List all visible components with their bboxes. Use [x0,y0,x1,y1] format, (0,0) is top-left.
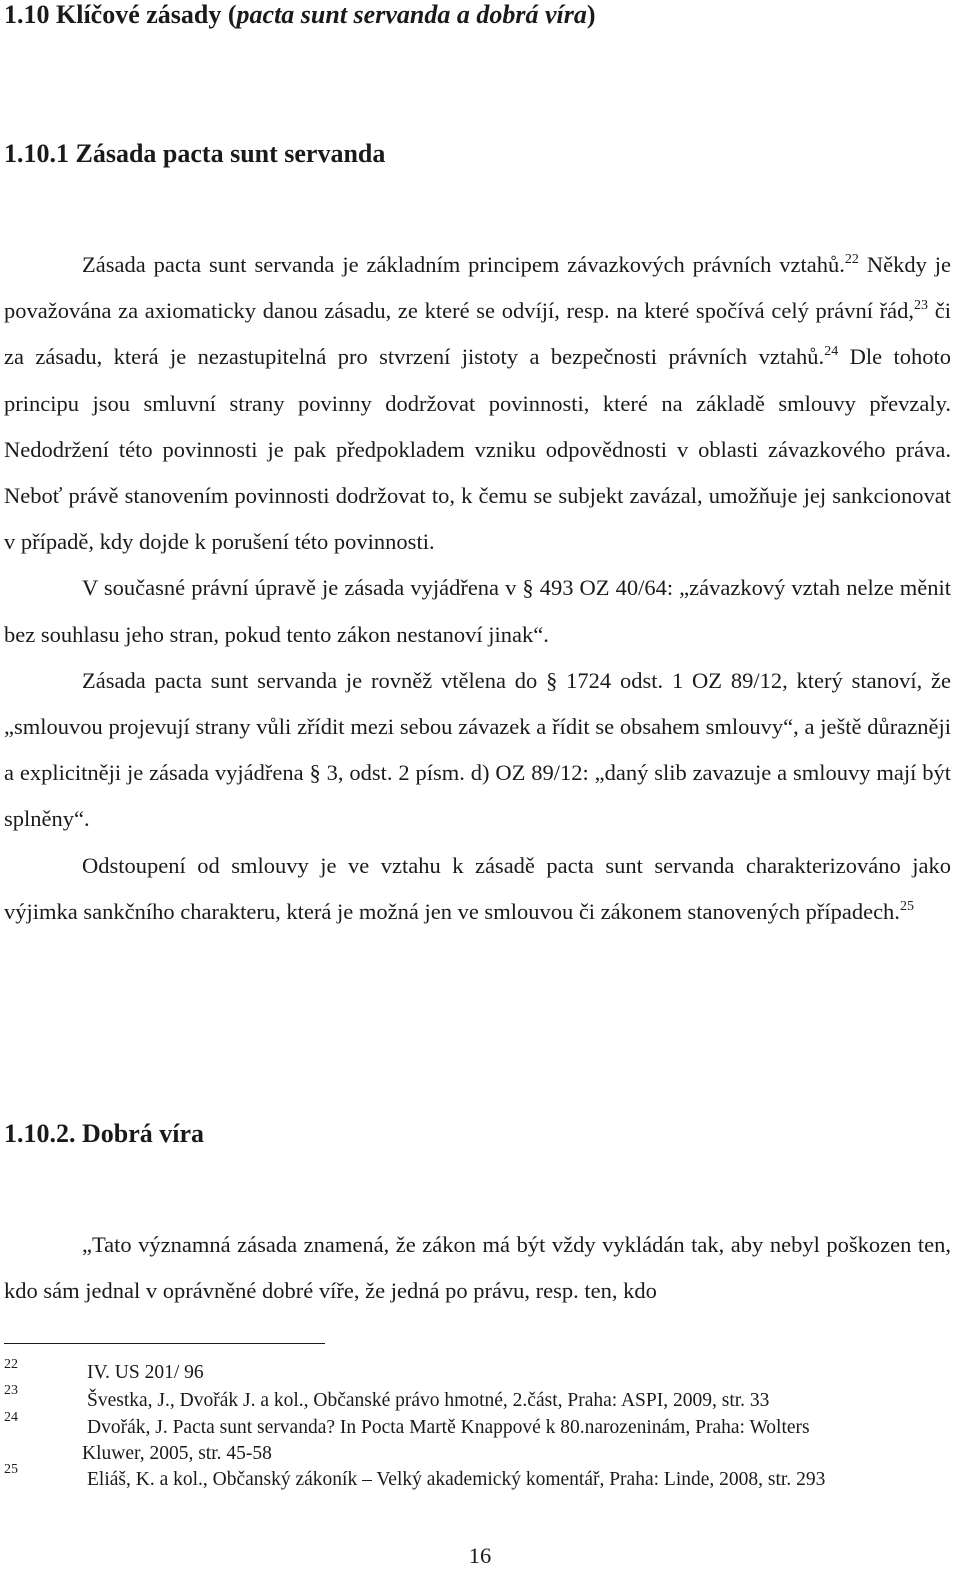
footnote-separator [4,1343,325,1344]
paragraph-dobra-vira: „Tato významná zásada znamená, že zákon má být vždy vykládán tak, aby nebyl poškozen ten, kdo sám jednal v oprávněné dobré víře, že jedná po právu, resp. ten, kdo [4,1232,951,1304]
footnote-25 [0,1462,960,1493]
heading-italic: pacta sunt servanda a dobrá víra [236,0,587,29]
p1-text-b: Někdy je považována za axiomaticky danou zásadu, ze které se odvíjí, resp. na které spočívá celý právní řád, [4,252,951,324]
page-number: 16 [468,1543,492,1568]
section-heading-dobra-vira: 1.10.2. Dobrá víra [4,1119,205,1148]
footnote-text: Švestka, J., Dvořák J. a kol., Občanské právo hmotné, 2.část, Praha: ASPI, 2009, str. 33 [87,1390,770,1411]
p1-text-d: Dle tohoto principu jsou smluvní strany povinny dodržovat povinnosti, které na základě smlouvy převzaly. Nedodržení této povinnosti je pak předpokladem vzniku odpovědnosti v oblasti závazkového práva. Neboť právě stanovením povinnosti dodržovat to, k čemu se subjekt zavázal, umožňuje jej sankcionovat v případě, kdy dojde k porušení této povinnosti. [4,344,951,555]
footnote-24 [0,1410,960,1464]
paragraph-4 [4,843,951,935]
paragraph-1 [4,242,951,565]
footnote-23 [0,1383,960,1414]
footnote-text: IV. US 201/ 96 [87,1362,204,1383]
p1-text-a: Zásada pacta sunt servanda je základním principem závazkových právních vztahů. [82,252,845,277]
paragraph-3: Zásada pacta sunt servanda je rovněž vtělena do § 1724 odst. 1 OZ 89/12, který stanoví, že „smlouvou projevují strany vůli zřídit mezi sebou závazek a řídit se obsahem smlouvy“, a ještě důrazněji a explicitněji je zásada vyjádřena § 3, odst. 2 písm. d) OZ 89/12: „daný slib zavazuje a smlouvy mají být splněny“. [4,667,951,832]
footnote-ref-22: 22 [844,252,859,267]
section-heading-pacta: 1.10.1 Zásada pacta sunt servanda [4,139,386,168]
footnote-number: 24 [4,1410,18,1425]
footnote-number: 23 [4,1383,18,1398]
footnote-text: Eliáš, K. a kol., Občanský zákoník – Velký akademický komentář, Praha: Linde, 2008, str. 293 [87,1469,826,1490]
footnote-22 [0,1357,960,1386]
chapter-heading [4,0,596,30]
footnote-ref-24: 24 [824,344,839,360]
footnote-number: 25 [4,1462,18,1477]
p1-text-c: či za zásadu, která je nezastupitelná pro stvrzení jistoty a bezpečnosti právních vztahů. [4,298,951,370]
footnote-text: Dvořák, J. Pacta sunt servanda? In Pocta Martě Knappové k 80.narozeninám, Praha: Wolters [87,1417,810,1438]
heading-prefix: 1.10 Klíčové zásady ( [4,0,237,29]
footnote-text-continued: Kluwer, 2005, str. 45-58 [82,1443,272,1464]
footnote-ref-25: 25 [899,898,914,914]
footnote-number: 22 [4,1357,18,1372]
footnote-ref-23: 23 [914,298,929,314]
paragraph-2: V současné právní úpravě je zásada vyjádřena v § 493 OZ 40/64: „závazkový vztah nelze měnit bez souhlasu jeho stran, pokud tento zákon nestanoví jinak“. [4,575,951,647]
p4-text: Odstoupení od smlouvy je ve vztahu k zásadě pacta sunt servanda charakterizováno jako výjimka sankčního charakteru, která je možná jen ve smlouvou či zákonem stanovených případech. [4,852,951,924]
heading-suffix: ) [586,0,596,29]
section-body-pacta [4,242,951,935]
section-body-dobra-vira [4,1222,951,1314]
